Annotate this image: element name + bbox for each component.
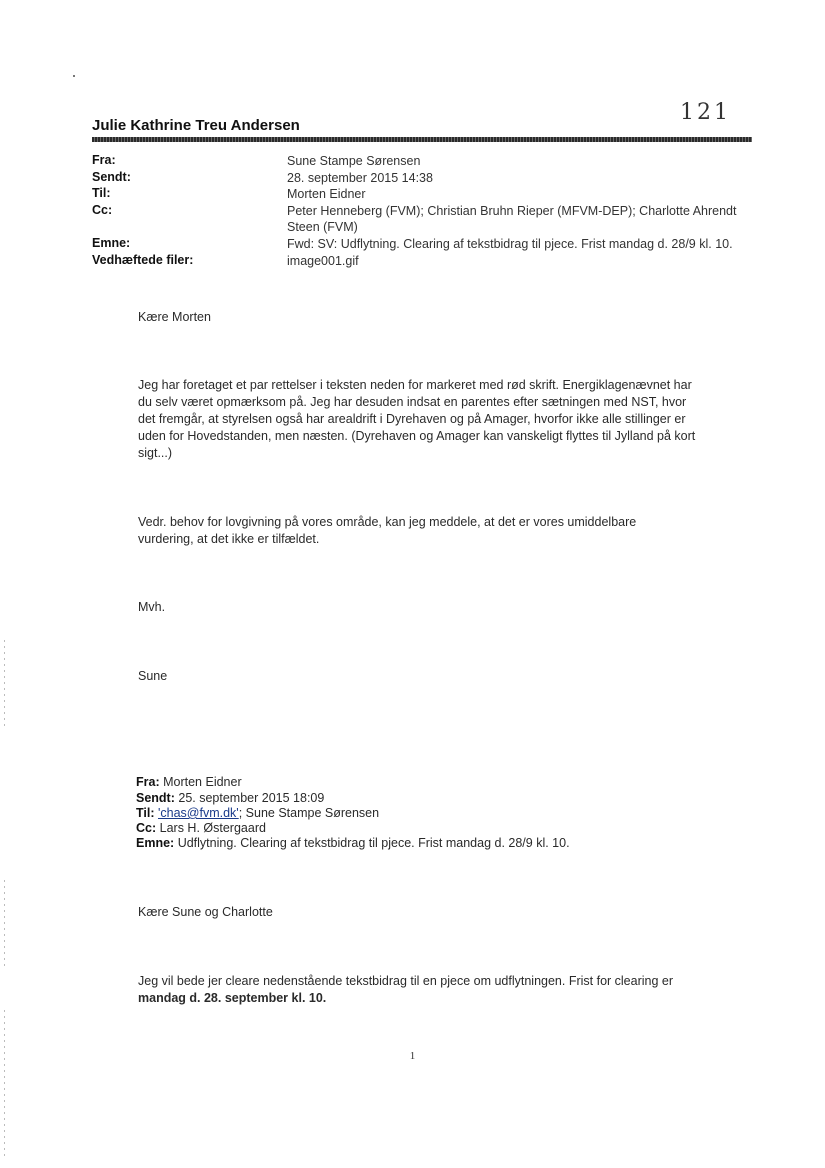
fwd-subject-label: Emne:	[136, 836, 175, 850]
header-divider	[92, 137, 752, 142]
fwd-to-rest: ; Sune Stampe Sørensen	[238, 806, 380, 820]
page-number: 1	[409, 1050, 416, 1062]
cc-value: Peter Henneberg (FVM); Christian Bruhn Rieper (MFVM-DEP); Charlotte Ahrendt Steen (FVM)	[287, 204, 737, 234]
fwd-from-value: Morten Eidner	[163, 775, 242, 789]
body-paragraph-2: Vedr. behov for lovgivning på vores område, kan jeg meddele, at det er vores umiddelbare vurdering, at det ikke er tilfældet.	[138, 515, 637, 546]
mailbox-owner-name: Julie Kathrine Treu Andersen	[92, 117, 300, 134]
handwritten-page-mark: 121	[680, 100, 731, 125]
fwd-sent-label: Sendt:	[136, 791, 175, 805]
greeting: Kære Morten	[138, 310, 211, 324]
fwd-request-text: Jeg vil bede jer cleare nedenstående tekstbidrag til en pjece om udflytningen. Frist for clearing er	[138, 974, 674, 988]
from-label: Fra:	[92, 153, 116, 167]
subject-label: Emne:	[92, 236, 131, 250]
closing: Mvh.	[138, 600, 166, 614]
fwd-sent-value: 25. september 2015 18:09	[178, 791, 325, 805]
to-label: Til:	[92, 186, 111, 200]
subject-value: Fwd: SV: Udflytning. Clearing af tekstbidrag til pjece. Frist mandag d. 28/9 kl. 10.	[287, 237, 733, 251]
fwd-to-label: Til:	[136, 806, 155, 820]
to-value: Morten Eidner	[287, 187, 366, 201]
scan-edge-mark	[4, 1010, 5, 1160]
fwd-from-label: Fra:	[136, 775, 160, 789]
fwd-to-email-link[interactable]: 'chas@fvm.dk'	[158, 806, 239, 820]
fwd-from-line	[136, 775, 242, 791]
body-paragraph-1: Jeg har foretaget et par rettelser i teksten neden for markeret med rød skrift. Energiklagenævnet har du selv været opmærksom på. Jeg har desuden indsat en parentes efter sætningen med NST, hvor det fremgår, at styrelsen også har arealdrift i Dyrehaven og på Amager, hvorfor ikke alle stillinger er uden for Hovedstanden, men næsten. (Dyrehaven og Amager kan vanskeligt flyttes til Jylland på kort sigt...)	[138, 378, 696, 460]
fwd-request-paragraph	[138, 973, 718, 1007]
fwd-sent-line	[136, 791, 324, 807]
fwd-subject-value: Udflytning. Clearing af tekstbidrag til pjece. Frist mandag d. 28/9 kl. 10.	[177, 836, 570, 850]
from-value: Sune Stampe Sørensen	[287, 154, 421, 168]
fwd-deadline: mandag d. 28. september kl. 10.	[138, 991, 327, 1005]
attachments-label: Vedhæftede filer:	[92, 253, 194, 267]
sent-label: Sendt:	[92, 170, 131, 184]
scan-edge-mark	[4, 640, 5, 730]
scan-edge-mark	[4, 880, 5, 970]
fwd-subject-line	[136, 836, 570, 852]
fwd-cc-value: Lars H. Østergaard	[159, 821, 266, 835]
fwd-to-line	[136, 806, 379, 822]
attachments-value: image001.gif	[287, 254, 359, 268]
scan-speck	[73, 75, 75, 77]
fwd-greeting: Kære Sune og Charlotte	[138, 905, 273, 919]
signature: Sune	[138, 669, 168, 683]
cc-label: Cc:	[92, 203, 113, 217]
sent-value: 28. september 2015 14:38	[287, 171, 433, 185]
fwd-cc-label: Cc:	[136, 821, 157, 835]
fwd-cc-line	[136, 821, 266, 837]
